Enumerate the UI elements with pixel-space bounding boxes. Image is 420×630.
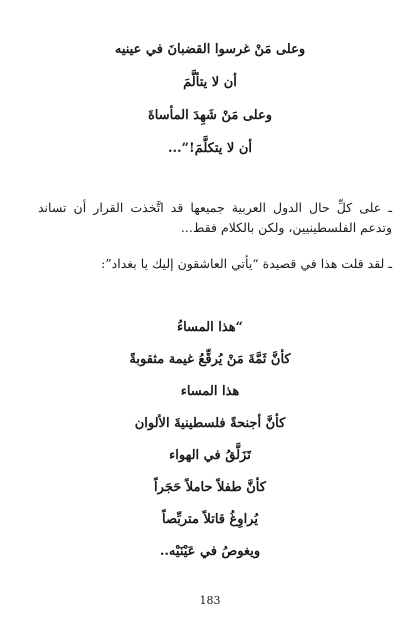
verse-line: هذا المساء (180, 384, 240, 399)
page-number: 183 (199, 594, 221, 607)
verse-line: ويغوصُ في عَيْنَيْه.. (159, 544, 261, 559)
verse-line: أن لا يتكلَّمَ!”... (167, 141, 253, 156)
verse-line: كأنَّ أجنحةً فلسطينيةَ الألوان (134, 416, 286, 431)
verse-line: وعلى مَنْ شَهِدَ المأساةَ (147, 108, 273, 123)
verse-line: يُراوِغُ قاتلاً متربِّصاً (162, 512, 258, 527)
verse-line: كأنَّ طفلاً حاملاً حَجَراً (154, 480, 266, 495)
verse-line: “هذا المساءُ (176, 320, 244, 335)
prose-paragraph: ـ على كلِّ حال الدول العربية جميعها قد اتَّخذت القرار أن تساند وتدعم الفلسطينيين، ولكن بالكلام فقط... (38, 200, 392, 235)
verse-line: وعلى مَنْ غرسوا القضبانَ في عينيه (114, 42, 306, 57)
verse-line: تَزَلَّقُ في الهواء (169, 448, 251, 463)
verse-line: كأنَّ ثَمَّةَ مَنْ يُرقِّعُ غيمة مثقوبةً (129, 352, 291, 367)
prose-paragraph: ـ لقد قلت هذا في قصيدة “يأتي العاشقون إليك يا بغداد”: (101, 256, 392, 271)
verse-line: أن لا يتألَّمَ (183, 75, 237, 90)
